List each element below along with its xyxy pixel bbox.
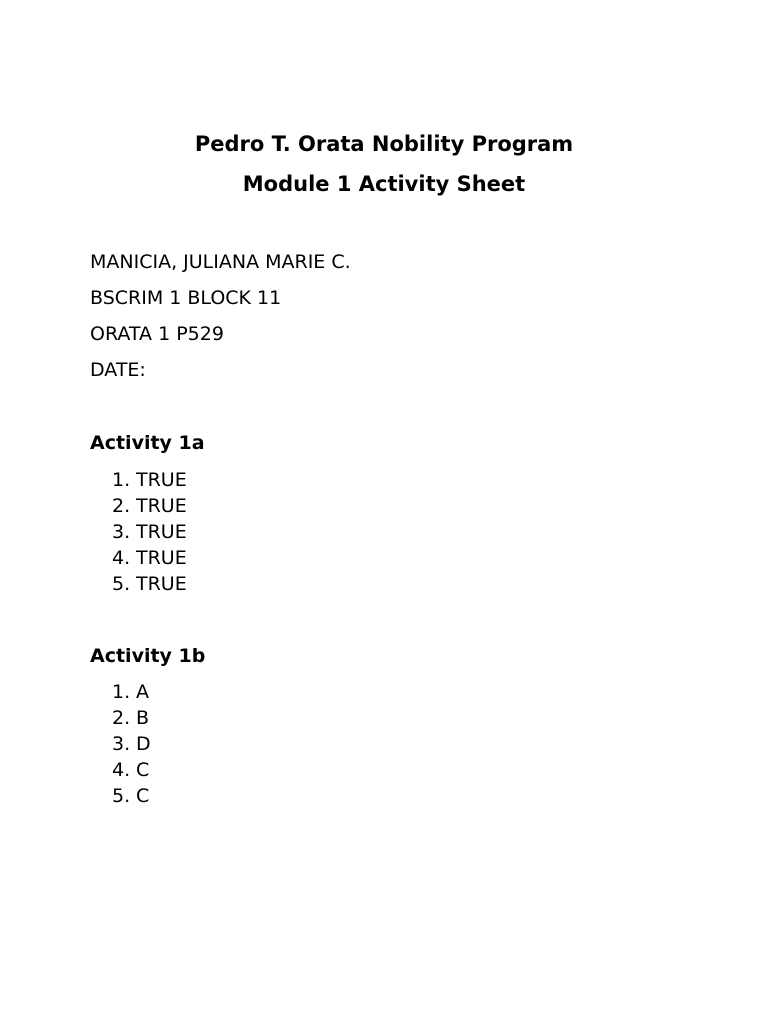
answer-value: A [136, 681, 149, 703]
list-item [112, 783, 151, 809]
activity-1b-heading: Activity 1b [90, 645, 206, 667]
answer-value: C [136, 785, 150, 807]
list-item [112, 757, 151, 783]
activity-1b-answers [112, 679, 151, 809]
answer-value: TRUE [136, 521, 187, 543]
student-name: MANICIA, JULIANA MARIE C. [90, 251, 351, 273]
activity-1a-heading: Activity 1a [90, 432, 205, 454]
list-item [112, 467, 187, 493]
answer-value: TRUE [136, 469, 187, 491]
item-number: 3. [112, 521, 131, 543]
item-number: 5. [112, 785, 131, 807]
item-number: 3. [112, 733, 131, 755]
answer-value: TRUE [136, 547, 187, 569]
list-item [112, 545, 187, 571]
module-title: Module 1 Activity Sheet [242, 172, 526, 196]
date-label: DATE: [90, 359, 146, 381]
list-item [112, 679, 151, 705]
list-item [112, 705, 151, 731]
student-section: ORATA 1 P529 [90, 323, 224, 345]
item-number: 2. [112, 495, 131, 517]
item-number: 1. [112, 469, 131, 491]
answer-value: TRUE [136, 573, 187, 595]
item-number: 5. [112, 573, 131, 595]
list-item [112, 571, 187, 597]
answer-value: C [136, 759, 150, 781]
item-number: 4. [112, 759, 131, 781]
item-number: 1. [112, 681, 131, 703]
list-item [112, 493, 187, 519]
answer-value: B [136, 707, 150, 729]
activity-1a-answers [112, 467, 187, 597]
program-title: Pedro T. Orata Nobility Program [194, 132, 574, 156]
answer-value: TRUE [136, 495, 187, 517]
item-number: 4. [112, 547, 131, 569]
student-course: BSCRIM 1 BLOCK 11 [90, 287, 282, 309]
list-item [112, 731, 151, 757]
item-number: 2. [112, 707, 131, 729]
list-item [112, 519, 187, 545]
answer-value: D [136, 733, 151, 755]
